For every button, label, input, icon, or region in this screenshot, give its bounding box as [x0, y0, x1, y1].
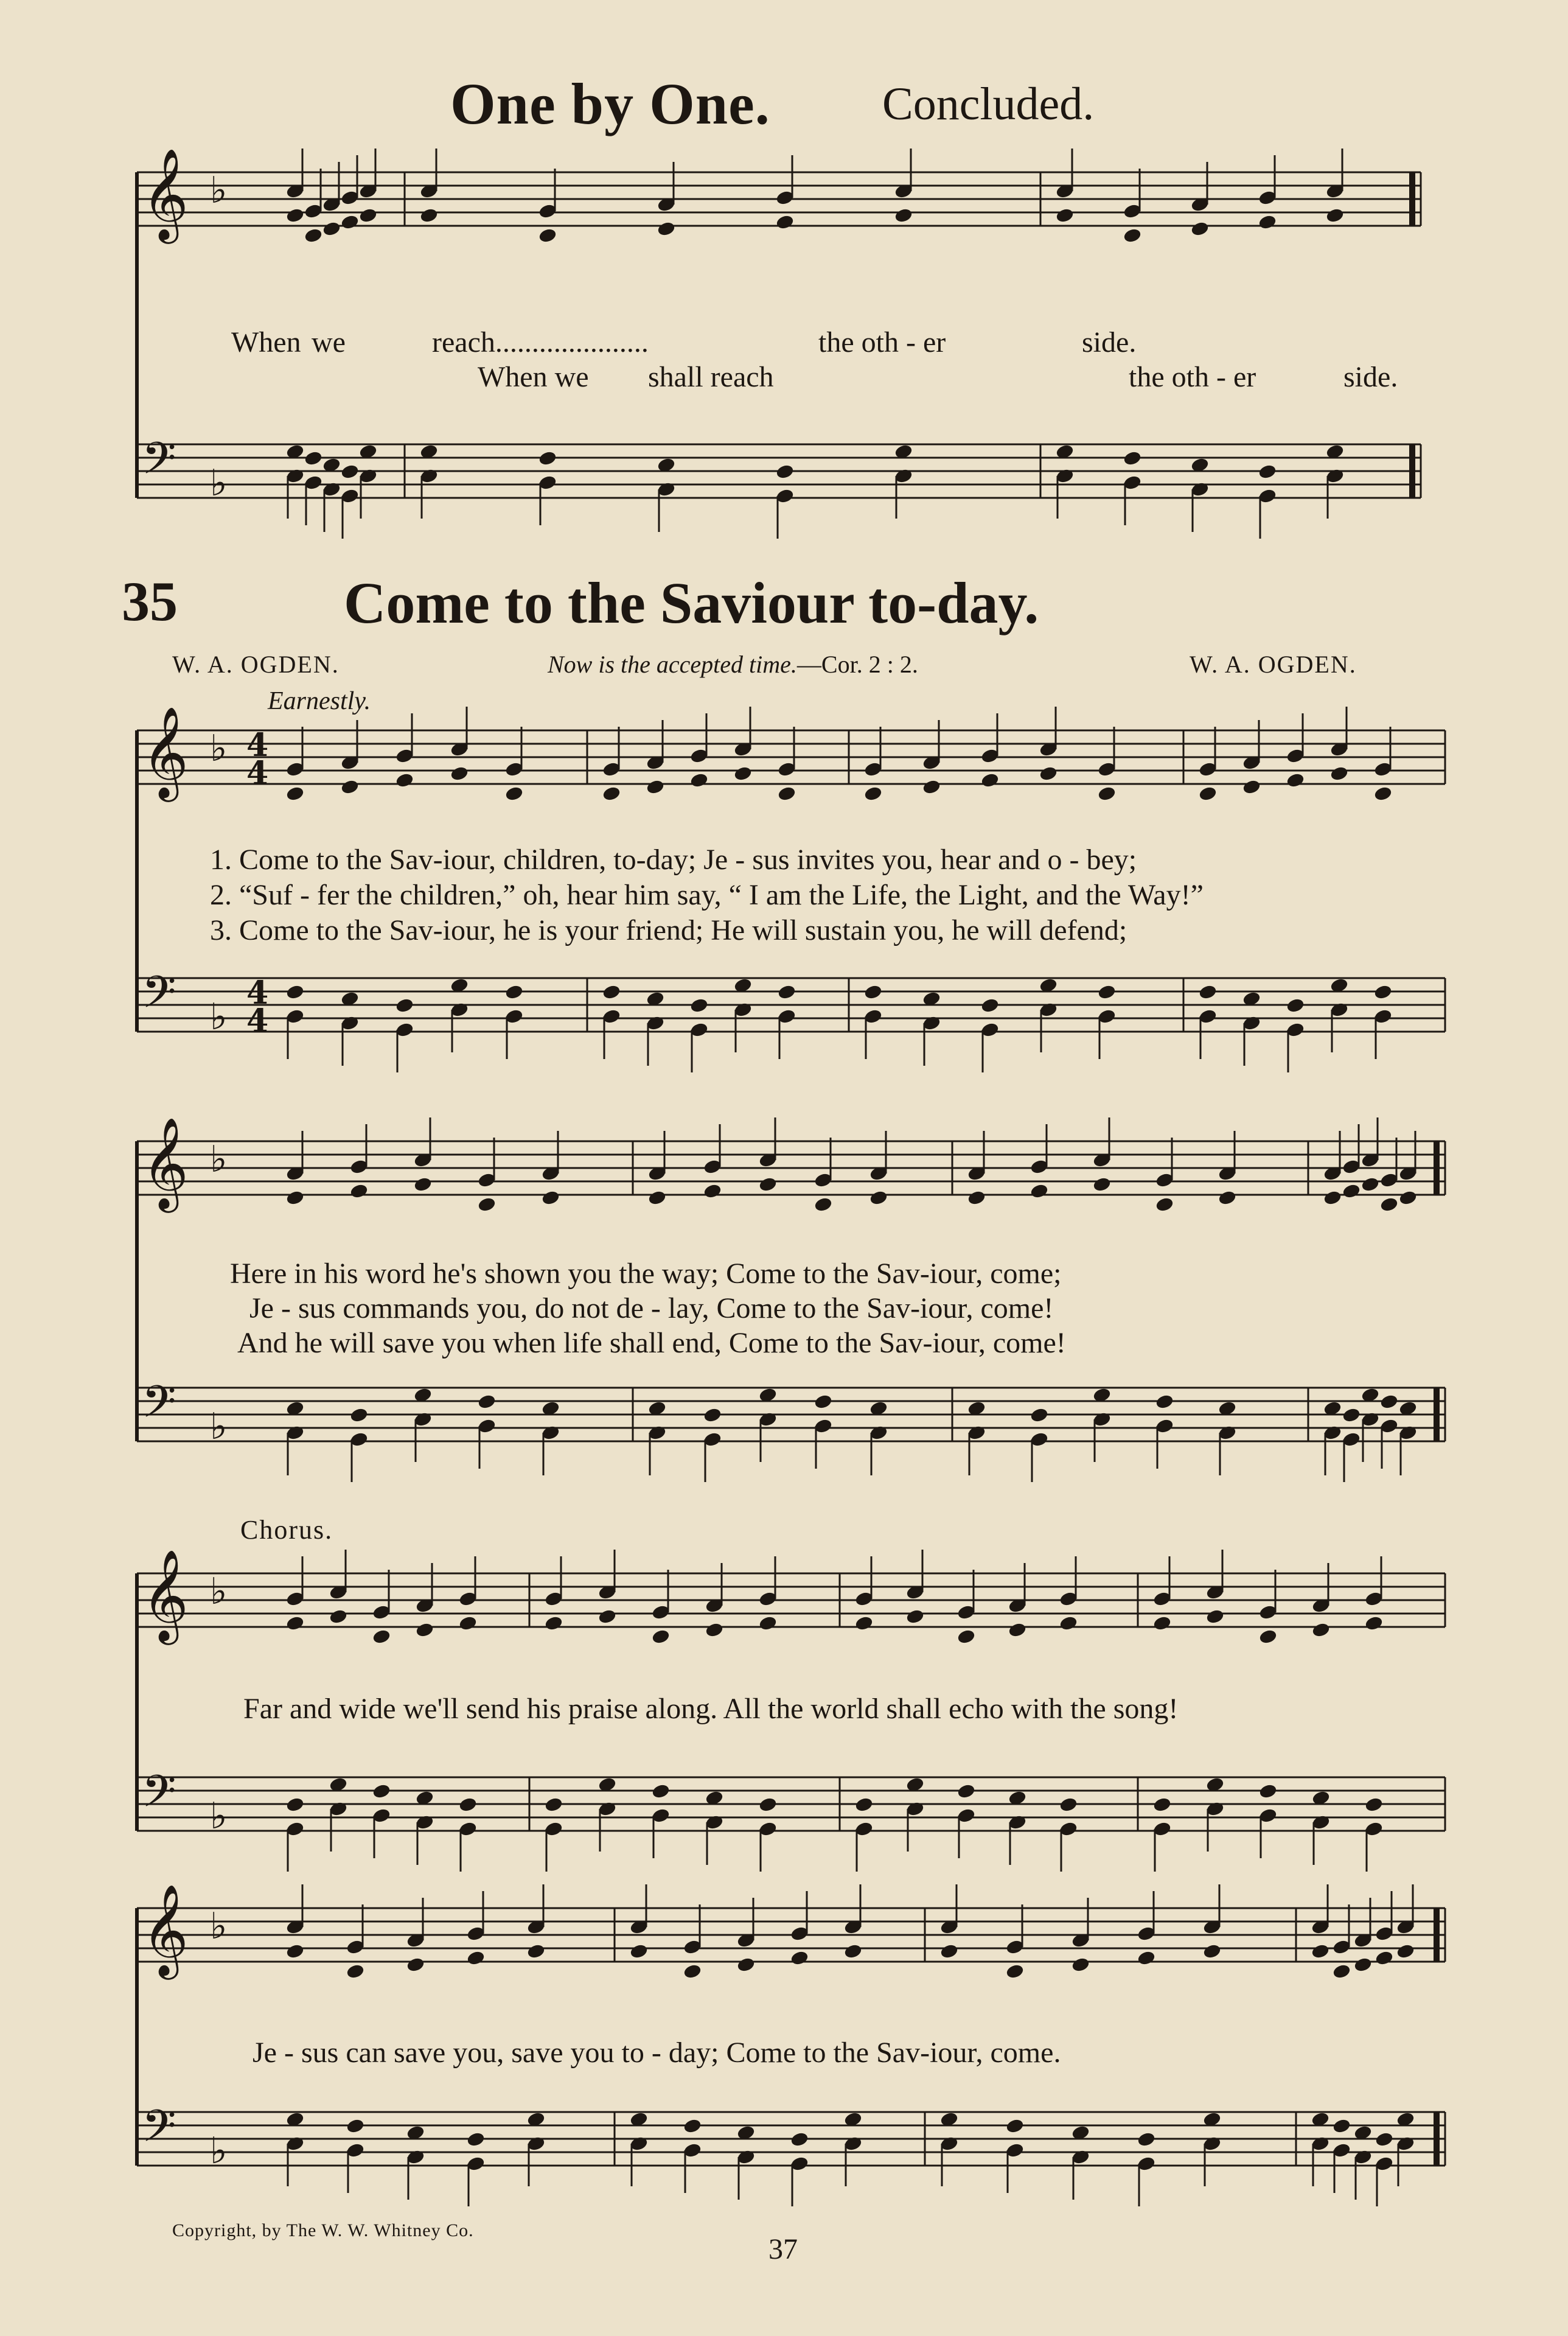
scripture-reference	[548, 650, 918, 679]
note-head	[1286, 998, 1305, 1013]
note-head	[894, 208, 913, 223]
prev-lyric-word: we	[312, 326, 346, 358]
note-head	[1039, 766, 1058, 782]
note-head	[545, 1797, 563, 1813]
treble-clef-icon: 𝄞	[142, 705, 189, 798]
note-head	[906, 1609, 925, 1624]
note-head	[957, 1629, 976, 1645]
note-head	[957, 1783, 976, 1799]
note-head	[545, 1615, 563, 1631]
note-head	[703, 1183, 722, 1199]
prev-lyric-word: shall reach	[648, 361, 774, 393]
copyright-notice: Copyright, by The W. W. Whitney Co.	[172, 2220, 474, 2240]
note-head	[1342, 1407, 1361, 1423]
prev-lyric-word: reach.....................	[432, 326, 649, 358]
note-head	[286, 1190, 305, 1206]
note-head	[538, 228, 557, 243]
lyricist-credit: W. A. OGDEN.	[172, 651, 340, 678]
note-head	[1056, 208, 1075, 223]
note-head	[690, 772, 709, 788]
note-head	[1286, 772, 1305, 788]
note-head	[855, 1615, 874, 1631]
note-head	[922, 779, 941, 795]
note-head	[1259, 1629, 1278, 1645]
note-head	[598, 1609, 617, 1624]
bass-clef-icon: 𝄢	[142, 432, 176, 495]
note-head	[1203, 1943, 1222, 1959]
note-head	[304, 450, 323, 466]
note-head	[1123, 228, 1142, 243]
note-head	[467, 1950, 486, 1966]
note-head	[286, 1615, 305, 1631]
previous-hymn-title-suffix: Concluded.	[882, 79, 1095, 130]
time-signature-denominator: 4	[246, 1002, 269, 1040]
note-head	[304, 228, 323, 243]
note-head	[869, 1190, 888, 1206]
note-head	[459, 1615, 478, 1631]
note-head	[1199, 786, 1218, 802]
note-head	[657, 221, 676, 237]
verse-2-line-1: 2. “Suf - fer the children,” oh, hear him say, “ I am the Life, the Light, and the Way!”	[210, 879, 1204, 911]
note-head	[1326, 208, 1345, 223]
note-head	[1006, 2118, 1025, 2134]
flat-icon: ♭	[210, 1138, 228, 1181]
note-head	[527, 1943, 546, 1959]
note-head	[341, 779, 360, 795]
note-head	[1396, 1943, 1415, 1959]
note-head	[329, 1609, 348, 1624]
prev-lyric-word: side.	[1343, 361, 1398, 393]
note-head	[1206, 1609, 1225, 1624]
note-head	[1006, 1964, 1025, 1979]
note-head	[1365, 1615, 1384, 1631]
verse-3-line-1: 3. Come to the Sav-iour, he is your friend; He will sustain you, he will defend;	[210, 914, 1127, 946]
note-head	[759, 1797, 778, 1813]
note-head	[1098, 786, 1117, 802]
note-head	[1399, 1190, 1418, 1206]
treble-clef-icon: 𝄞	[142, 1548, 189, 1641]
note-head	[1258, 464, 1277, 480]
note-head	[1137, 2131, 1156, 2147]
note-head	[690, 998, 709, 1013]
composer-credit: W. A. OGDEN.	[1190, 651, 1357, 678]
treble-clef-icon: 𝄞	[142, 1116, 189, 1209]
note-head	[1137, 1950, 1156, 1966]
note-head	[372, 1629, 391, 1645]
hymn-title: Come to the Saviour to-day.	[344, 570, 1039, 635]
note-head	[814, 1197, 833, 1212]
note-head	[286, 208, 305, 223]
note-head	[286, 984, 305, 1000]
flat-icon: ♭	[210, 1795, 228, 1838]
note-head	[1191, 221, 1210, 237]
chorus-line-2: Je - sus can save you, save you to - day; Come to the Sav-iour, come.	[253, 2037, 1061, 2069]
note-head	[652, 1783, 671, 1799]
flat-icon: ♭	[210, 462, 228, 505]
note-head	[1323, 1190, 1342, 1206]
note-head	[602, 786, 621, 802]
note-head	[759, 1615, 778, 1631]
note-head	[1155, 1197, 1174, 1212]
flat-icon: ♭	[210, 1405, 228, 1448]
note-head	[1333, 1964, 1351, 1979]
note-head	[1199, 984, 1218, 1000]
note-head	[414, 1177, 433, 1192]
note-head	[759, 1177, 778, 1192]
note-head	[1375, 2131, 1394, 2147]
note-head	[602, 984, 621, 1000]
note-head	[1259, 1783, 1278, 1799]
note-head	[395, 772, 414, 788]
flat-icon: ♭	[210, 1905, 228, 1948]
note-head	[652, 1629, 671, 1645]
prev-lyric-word: the oth - er	[1129, 361, 1256, 393]
note-head	[1330, 766, 1349, 782]
note-head	[864, 786, 883, 802]
note-head	[478, 1197, 497, 1212]
note-head	[1098, 984, 1117, 1000]
note-head	[1153, 1797, 1172, 1813]
treble-clef-icon: 𝄞	[142, 1883, 189, 1976]
note-head	[420, 208, 439, 223]
page-number: 37	[768, 2233, 798, 2265]
verse-3-line-2: And he will save you when life shall end, Come to the Sav-iour, come!	[237, 1327, 1066, 1359]
note-head	[322, 221, 341, 237]
time-signature-numerator: 4	[246, 974, 269, 1012]
time-signature-numerator: 4	[246, 727, 269, 764]
note-head	[855, 1797, 874, 1813]
note-head	[1365, 1797, 1384, 1813]
note-head	[341, 464, 360, 480]
note-head	[359, 208, 378, 223]
tempo-marking: Earnestly.	[268, 687, 371, 715]
note-head	[648, 1190, 667, 1206]
prev-lyric-word: When we	[478, 361, 589, 393]
note-head	[505, 786, 524, 802]
note-head	[683, 1964, 702, 1979]
note-head	[776, 214, 795, 230]
note-head	[683, 2118, 702, 2134]
note-head	[1374, 984, 1393, 1000]
note-head	[703, 1407, 722, 1423]
note-head	[1153, 1615, 1172, 1631]
note-head	[844, 1943, 863, 1959]
note-head	[1059, 1797, 1078, 1813]
bass-clef-icon: 𝄢	[142, 1376, 176, 1438]
note-head	[478, 1394, 497, 1410]
note-head	[286, 786, 305, 802]
note-head	[778, 984, 796, 1000]
note-head	[1333, 2118, 1351, 2134]
note-head	[346, 2118, 365, 2134]
note-head	[1218, 1190, 1237, 1206]
note-head	[1380, 1197, 1399, 1212]
treble-clef-icon: 𝄞	[142, 147, 189, 240]
note-head	[1242, 779, 1261, 795]
note-head	[1030, 1407, 1049, 1423]
prev-lyric-word: When	[231, 326, 301, 358]
note-head	[350, 1407, 369, 1423]
note-head	[1258, 214, 1277, 230]
flat-icon: ♭	[210, 169, 228, 212]
note-head	[1155, 1394, 1174, 1410]
bass-clef-icon: 𝄢	[142, 1765, 176, 1828]
note-head	[286, 1943, 305, 1959]
note-head	[1361, 1177, 1380, 1192]
note-head	[1375, 1950, 1394, 1966]
note-head	[630, 1943, 649, 1959]
note-head	[1071, 1957, 1090, 1973]
note-head	[967, 1190, 986, 1206]
note-head	[1342, 1183, 1361, 1199]
scripture-citation: —Cor. 2 : 2.	[796, 651, 918, 678]
chorus-line-1: Far and wide we'll send his praise along. All the world shall echo with the song!	[243, 1693, 1179, 1725]
note-head	[450, 766, 469, 782]
note-head	[1123, 450, 1142, 466]
verse-1-line-2: Here in his word he's shown you the way; Come to the Sav-iour, come;	[230, 1257, 1062, 1290]
flat-icon: ♭	[210, 996, 228, 1038]
note-head	[1374, 786, 1393, 802]
note-head	[1312, 1622, 1331, 1638]
note-head	[814, 1394, 833, 1410]
flat-icon: ♭	[210, 1570, 228, 1613]
note-head	[505, 984, 524, 1000]
note-head	[1354, 1957, 1373, 1973]
verse-2-line-2: Je - sus commands you, do not de - lay, Come to the Sav-iour, come!	[249, 1292, 1054, 1324]
note-head	[981, 998, 1000, 1013]
note-head	[790, 1950, 809, 1966]
scripture-text: Now is the accepted time.	[548, 651, 797, 678]
note-head	[864, 984, 883, 1000]
note-head	[372, 1783, 391, 1799]
note-head	[286, 1797, 305, 1813]
note-head	[940, 1943, 959, 1959]
note-head	[778, 786, 796, 802]
note-head	[1059, 1615, 1078, 1631]
note-head	[790, 2131, 809, 2147]
note-head	[467, 2131, 486, 2147]
note-head	[737, 1957, 756, 1973]
note-head	[776, 464, 795, 480]
note-head	[705, 1622, 724, 1638]
flat-icon: ♭	[210, 2130, 228, 2172]
note-head	[542, 1190, 560, 1206]
prev-lyric-word: the oth - er	[818, 326, 946, 358]
flat-icon: ♭	[210, 727, 228, 770]
note-head	[350, 1183, 369, 1199]
note-head	[538, 450, 557, 466]
note-head	[1093, 1177, 1112, 1192]
note-head	[459, 1797, 478, 1813]
note-head	[1380, 1394, 1399, 1410]
note-head	[406, 1957, 425, 1973]
note-head	[346, 1964, 365, 1979]
note-head	[981, 772, 1000, 788]
prev-lyric-word: side.	[1082, 326, 1137, 358]
note-head	[734, 766, 753, 782]
note-head	[341, 214, 360, 230]
hymn-number: 35	[122, 570, 178, 632]
note-head	[1008, 1622, 1027, 1638]
note-head	[416, 1622, 434, 1638]
previous-hymn-title: One by One.	[450, 71, 770, 136]
note-head	[395, 998, 414, 1013]
chorus-label: Chorus.	[240, 1515, 333, 1545]
note-head	[1030, 1183, 1049, 1199]
time-signature-denominator: 4	[246, 755, 269, 792]
bass-clef-icon: 𝄢	[142, 966, 176, 1029]
note-head	[646, 779, 665, 795]
bass-clef-icon: 𝄢	[142, 2100, 176, 2163]
note-head	[1311, 1943, 1330, 1959]
verse-1-line-1: 1. Come to the Sav-iour, children, to-day; Je - sus invites you, hear and o - bey;	[210, 844, 1137, 876]
